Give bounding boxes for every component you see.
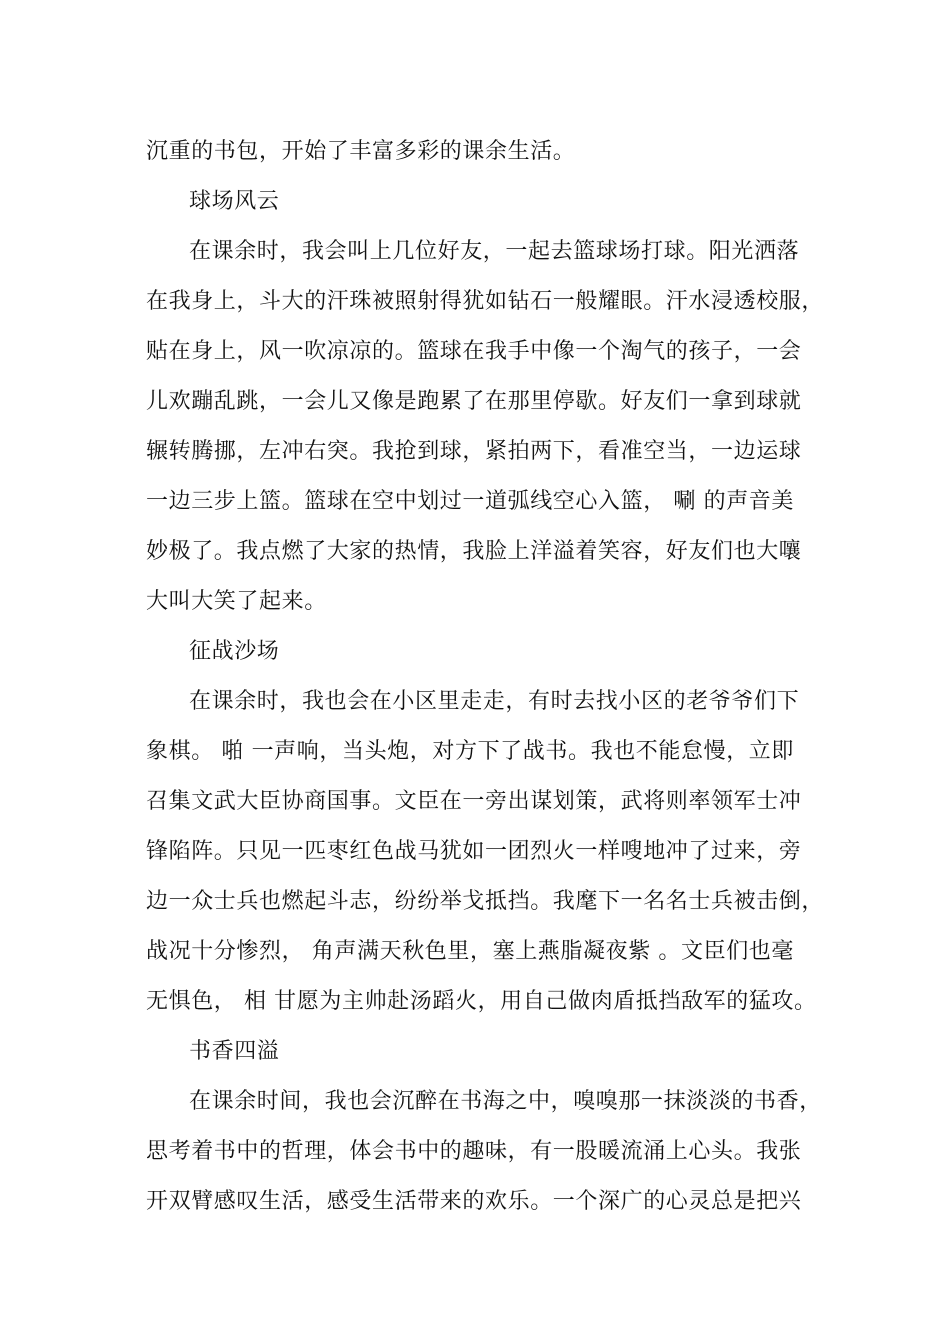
text-line: 象棋。 啪 一声响，当头炮，对方下了战书。我也不能怠慢，立即 <box>146 739 794 764</box>
text-line: 在课余时，我会叫上几位好友，一起去篮球场打球。阳光洒落 <box>189 239 800 264</box>
text-line: 在我身上，斗大的汗珠被照射得犹如钻石一般耀眼。汗水浸透校服， <box>146 289 825 314</box>
text-line: 大叫大笑了起来。 <box>146 589 327 614</box>
text-line: 儿欢蹦乱跳，一会儿又像是跑累了在那里停歇。好友们一拿到球就 <box>146 389 802 414</box>
text-line: 在课余时，我也会在小区里走走，有时去找小区的老爷爷们下 <box>189 689 800 714</box>
text-line: 锋陷阵。只见一匹枣红色战马犹如一团烈火一样嗖地冲了过来，旁 <box>146 839 802 864</box>
text-line: 沉重的书包，开始了丰富多彩的课余生活。 <box>146 139 576 164</box>
text-line: 辗转腾挪，左冲右突。我抢到球，紧拍两下，看准空当，一边运球 <box>146 439 802 464</box>
text-line: 妙极了。我点燃了大家的热情，我脸上洋溢着笑容，好友们也大嚷 <box>146 539 802 564</box>
section-heading: 书香四溢 <box>189 1039 280 1064</box>
text-line: 贴在身上，风一吹凉凉的。篮球在我手中像一个淘气的孩子，一会 <box>146 339 802 364</box>
text-line: 思考着书中的哲理，体会书中的趣味，有一股暖流涌上心头。我张 <box>146 1139 802 1164</box>
text-line: 召集文武大臣协商国事。文臣在一旁出谋划策，武将则率领军士冲 <box>146 789 802 814</box>
text-line: 边一众士兵也燃起斗志，纷纷举戈抵挡。我麾下一名名士兵被击倒， <box>146 889 825 914</box>
section-heading: 球场风云 <box>189 189 280 214</box>
text-line: 在课余时间，我也会沉醉在书海之中，嗅嗅那一抹淡淡的书香， <box>189 1089 822 1114</box>
text-line: 战况十分惨烈， 角声满天秋色里，塞上燕脂凝夜紫 。文臣们也毫 <box>146 939 794 964</box>
text-line: 开双臂感叹生活，感受生活带来的欢乐。一个深广的心灵总是把兴 <box>146 1189 802 1214</box>
text-line: 一边三步上篮。篮球在空中划过一道弧线空心入篮， 唰 的声音美 <box>146 489 794 514</box>
text-line: 无惧色， 相 甘愿为主帅赴汤蹈火，用自己做肉盾抵挡敌军的猛攻。 <box>146 989 817 1014</box>
section-heading: 征战沙场 <box>189 639 280 664</box>
